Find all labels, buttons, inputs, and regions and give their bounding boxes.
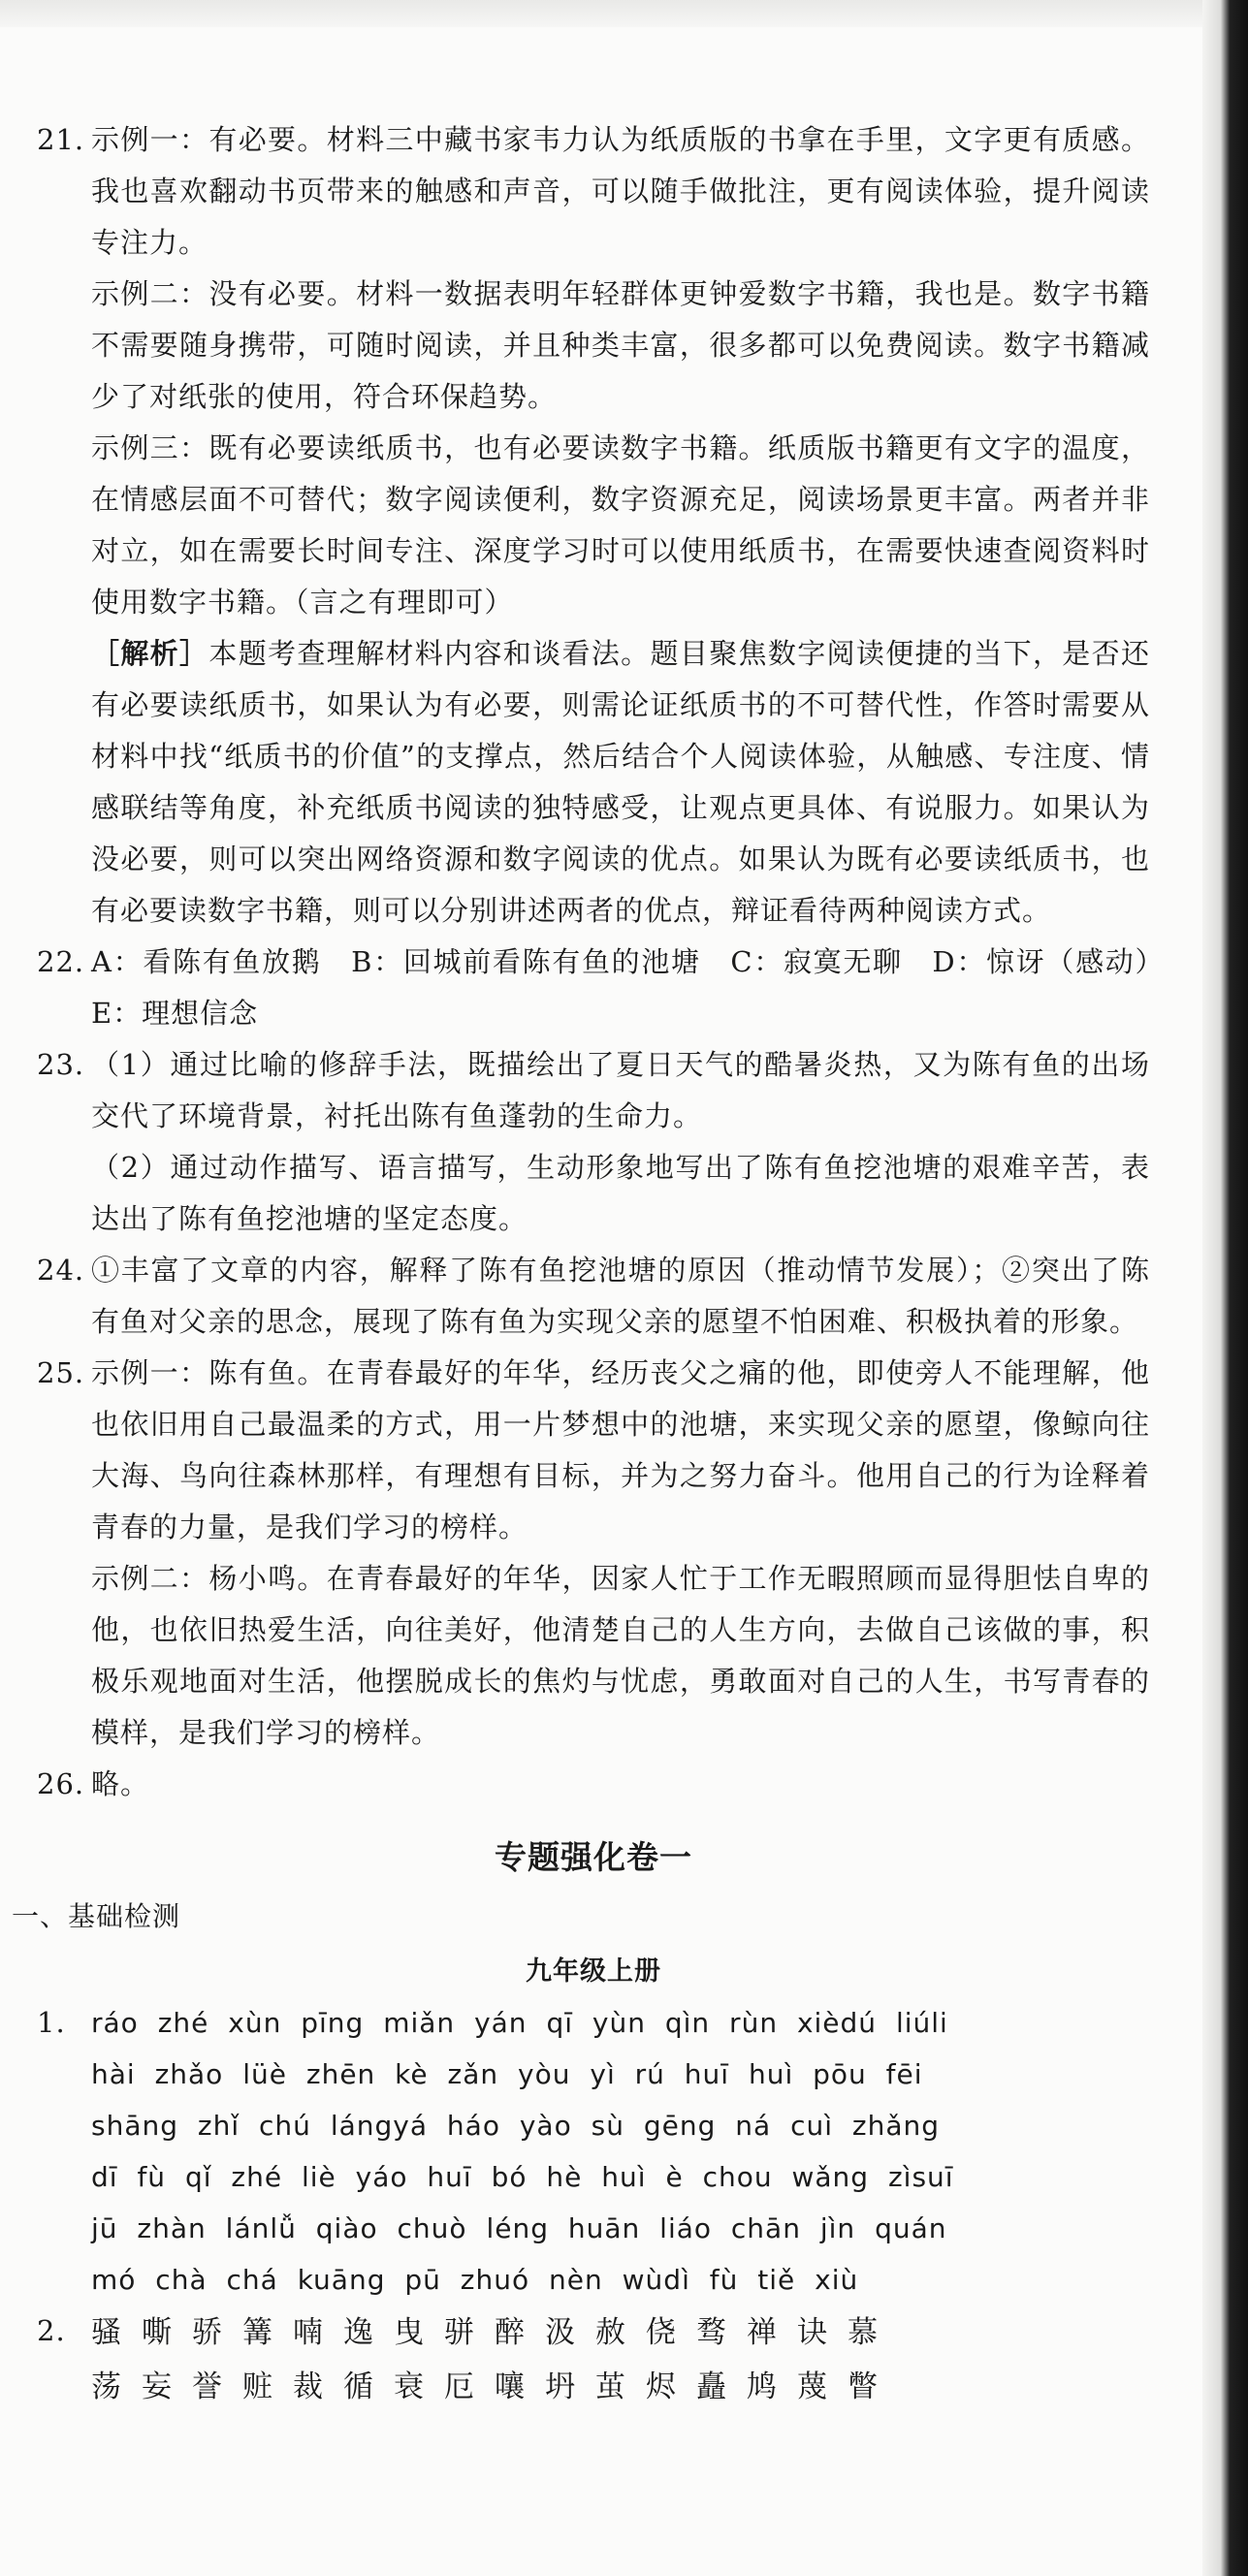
q21-analysis <box>37 628 1150 937</box>
pinyin-line: jū zhàn lánlǚ qiào chuò léng huān liáo chān jìn quán <box>91 2212 947 2244</box>
character-line: 荡妄誉赃裁循衰厄嚷坍茧烬矗鸠蔑瞥 <box>91 2369 898 2404</box>
q24-answer: ①丰富了文章的内容，解释了陈有鱼挖池塘的原因（推动情节发展）；②突出了陈有鱼对父亲的思念，展现了陈有鱼为实现父亲的愿望不怕困难、积极执着的形象。 <box>91 1254 1150 1338</box>
question-22 <box>37 937 1180 1039</box>
book-spine-shadow <box>1202 0 1248 2576</box>
pinyin-line: shāng zhǐ chú lángyá háo yào sù gēng ná cuì zhǎng <box>91 2110 941 2142</box>
question-2 <box>37 2306 1150 2414</box>
page-title: 专题强化卷一 <box>495 1838 692 1876</box>
section-heading: 一、基础检测 <box>12 1900 181 1932</box>
question-23 <box>37 1039 1150 1142</box>
question-25 <box>37 1348 1150 1553</box>
question-number: 1. <box>37 2006 66 2039</box>
question-1 <box>37 1997 1150 2306</box>
question-26 <box>37 1759 1150 1810</box>
question-number: 23. <box>37 1048 85 1081</box>
question-number: 26. <box>37 1767 85 1800</box>
q23-answer-2: （2）通过动作描写、语言描写，生动形象地写出了陈有鱼挖池塘的艰难辛苦，表达出了陈有鱼挖池塘的坚定态度。 <box>91 1151 1150 1235</box>
pinyin-line: dī fù qǐ zhé liè yáo huī bó hè huì è chou wǎng zìsuī <box>91 2161 954 2193</box>
analysis-text: 本题考查理解材料内容和谈看法。题目聚焦数字阅读便捷的当下，是否还有必要读纸质书，如果认为有必要，则需论证纸质书的不可替代性，作答时需要从材料中找“纸质书的价值”的支撑点，然后结合个人阅读体验，从触感、专注度、情感联结等角度，补充纸质书阅读的独特感受，让观点更具体、有说服力。如果认为没必要，则可以突出网络资源和数字阅读的优点。如果认为既有必要读纸质书，也有必要读数字书籍，则可以分别讲述两者的优点，辩证看待两种阅读方式。 <box>91 637 1150 927</box>
top-shadow-band <box>0 0 1224 27</box>
question-number: 25. <box>37 1356 85 1389</box>
analysis-label: ［解析］ <box>91 637 209 670</box>
q26-answer: 略。 <box>91 1767 150 1800</box>
q22-answer: A：看陈有鱼放鹅 B：回城前看陈有鱼的池塘 C：寂寞无聊 D：惊讶（感动） E：理想信念 <box>91 945 1180 1030</box>
grade-subtitle: 九年级上册 <box>526 1956 661 1987</box>
character-line: 骚嘶骄篝喃逸曳骈醉汲赦侥骛禅诀慕 <box>91 2315 898 2350</box>
q25-example-1: 示例一：陈有鱼。在青春最好的年华，经历丧父之痛的他，即使旁人不能理解，他也依旧用自己最温柔的方式，用一片梦想中的池塘，来实现父亲的愿望，像鲸向往大海、鸟向往森林那样，有理想有目标，并为之努力奋斗。他用自己的行为诠释着青春的力量，是我们学习的榜样。 <box>91 1356 1150 1543</box>
q25-example-2: 示例二：杨小鸣。在青春最好的年华，因家人忙于工作无暇照顾而显得胆怯自卑的他，也依旧热爱生活，向往美好，他清楚自己的人生方向，去做自己该做的事，积极乐观地面对生活，他摆脱成长的焦灼与忧虑，勇敢面对自己的人生，书写青春的模样，是我们学习的榜样。 <box>91 1562 1150 1749</box>
q21-example-2: 示例二：没有必要。材料一数据表明年轻群体更钟爱数字书籍，我也是。数字书籍不需要随身携带，可随时阅读，并且种类丰富，很多都可以免费阅读。数字书籍减少了对纸张的使用，符合环保趋势。 <box>91 277 1150 413</box>
pinyin-line: ráo zhé xùn pīng miǎn yán qī yùn qìn rùn xièdú liúli <box>91 2007 948 2039</box>
answer-content <box>12 114 1180 2414</box>
q23-answer-1: （1）通过比喻的修辞手法，既描绘出了夏日天气的酷暑炎热，又为陈有鱼的出场交代了环境背景，衬托出陈有鱼蓬勃的生命力。 <box>91 1048 1150 1132</box>
pinyin-line: mó chà chá kuāng pū zhuó nèn wùdì fù tiě xiù <box>91 2264 859 2296</box>
question-21 <box>37 114 1150 269</box>
q21-example-1: 示例一：有必要。材料三中藏书家韦力认为纸质版的书拿在手里，文字更有质感。我也喜欢翻动书页带来的触感和声音，可以随手做批注，更有阅读体验，提升阅读专注力。 <box>91 123 1150 259</box>
question-number: 21. <box>37 123 85 156</box>
question-24 <box>37 1245 1150 1348</box>
pinyin-line: hài zhǎo lüè zhēn kè zǎn yòu yì rú huī huì pōu fēi <box>91 2058 923 2090</box>
question-number: 2. <box>37 2314 66 2347</box>
question-number: 22. <box>37 945 85 978</box>
q21-example-3: 示例三：既有必要读纸质书，也有必要读数字书籍。纸质版书籍更有文字的温度，在情感层面不可替代；数字阅读便利，数字资源充足，阅读场景更丰富。两者并非对立，如在需要长时间专注、深度学习时可以使用纸质书，在需要快速查阅资料时使用数字书籍。（言之有理即可） <box>91 431 1150 619</box>
question-number: 24. <box>37 1254 85 1287</box>
